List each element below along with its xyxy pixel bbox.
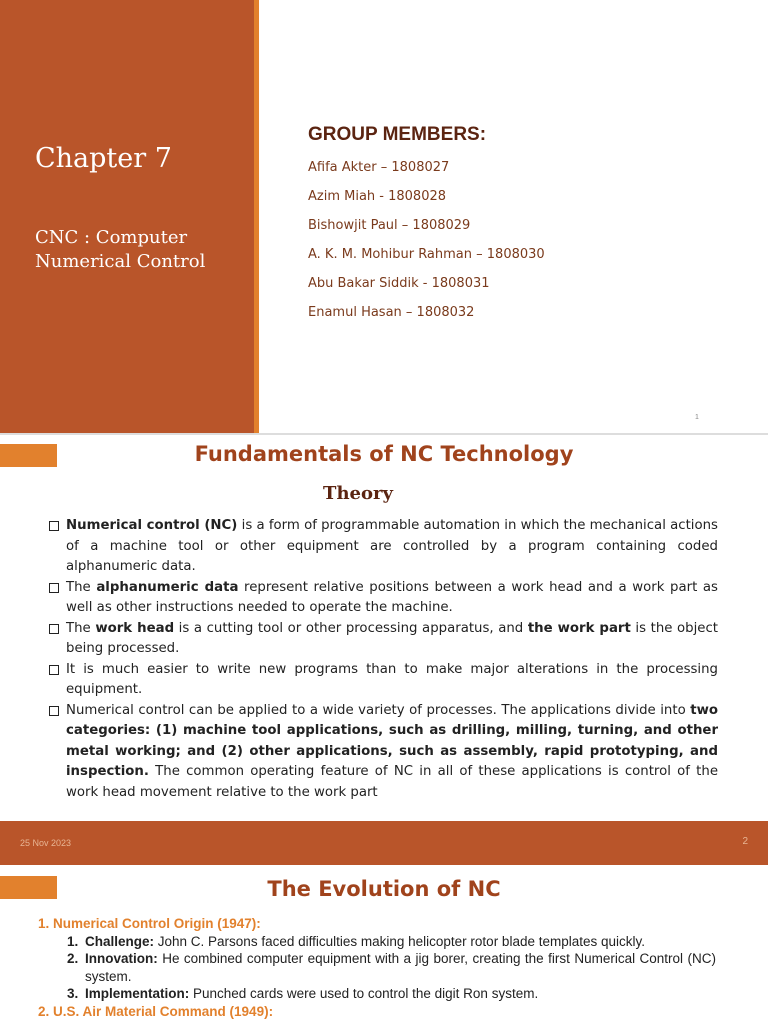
slide-subtitle: Theory <box>323 483 393 504</box>
member-item: Bishowjit Paul – 1808029 <box>308 218 471 233</box>
section-heading: 1. Numerical Control Origin (1947): <box>38 916 261 931</box>
member-item: Azim Miah - 1808028 <box>308 189 447 204</box>
checkbox-bullet-icon <box>49 665 59 675</box>
slide-title: The Evolution of NC <box>267 877 501 901</box>
slide-title: Fundamentals of NC Technology <box>194 442 574 466</box>
checkbox-bullet-icon <box>49 624 59 634</box>
slide-3 <box>0 867 768 1024</box>
member-item: A. K. M. Mohibur Rahman – 1808030 <box>308 247 545 262</box>
section-heading: 2. U.S. Air Material Command (1949): <box>38 1003 274 1019</box>
bullet-item: It is much easier to write new programs than to make major alterations in the processing equipment. <box>48 660 718 701</box>
list-item: 2. Innovation: He combined computer equipment with a jig borer, creating the first Numerical Control (NC) system. <box>67 951 716 984</box>
checkbox-bullet-icon <box>49 521 59 531</box>
chapter-title: Chapter 7 <box>35 143 172 174</box>
group-members-list <box>308 158 545 332</box>
member-item: Abu Bakar Siddik - 1808031 <box>308 276 490 291</box>
checkbox-bullet-icon <box>49 706 59 716</box>
title-panel <box>0 0 254 433</box>
slide-number: 1 <box>695 414 699 421</box>
chapter-subtitle: CNC : Computer Numerical Control <box>35 227 206 272</box>
bullet-item: The alphanumeric data represent relative positions between a work head and a work part as well as other instructions needed to operate the machine. <box>48 578 718 619</box>
slide-footer <box>0 821 768 865</box>
member-item: Enamul Hasan – 1808032 <box>308 305 475 320</box>
bullet-item: The work head is a cutting tool or other processing apparatus, and the work part is the object being processed. <box>48 619 718 660</box>
checkbox-bullet-icon <box>49 583 59 593</box>
bullet-item: Numerical control can be applied to a wide variety of processes. The applications divide into two categories: (1) machine tool applications, such as drilling, milling, turning, and other metal working; and (2) other applications, such as assembly, rapid prototyping, and inspection. The common operating feature of NC in all of these applications is control of the work head movement relative to the work part <box>48 701 718 804</box>
slide-2 <box>0 435 768 865</box>
bullet-item: Numerical control (NC) is a form of programmable automation in which the mechanical actions of a machine tool or other equipment are controlled by a program containing coded alphanumeric data. <box>48 516 718 578</box>
list-item: 1. Challenge: John C. Parsons faced difficulties making helicopter rotor blade templates quickly. <box>67 933 646 949</box>
panel-accent-edge <box>254 0 259 433</box>
evolution-list <box>38 915 716 1020</box>
bullet-list <box>48 516 718 803</box>
group-members-heading: GROUP MEMBERS: <box>308 124 487 145</box>
slide-number: 2 <box>742 836 748 847</box>
member-item: Afifa Akter – 1808027 <box>308 160 450 175</box>
footer-date: 25 Nov 2023 <box>20 838 72 848</box>
list-item: 3. Implementation: Punched cards were used to control the digit Ron system. <box>67 986 539 1001</box>
slide-1 <box>0 0 768 433</box>
